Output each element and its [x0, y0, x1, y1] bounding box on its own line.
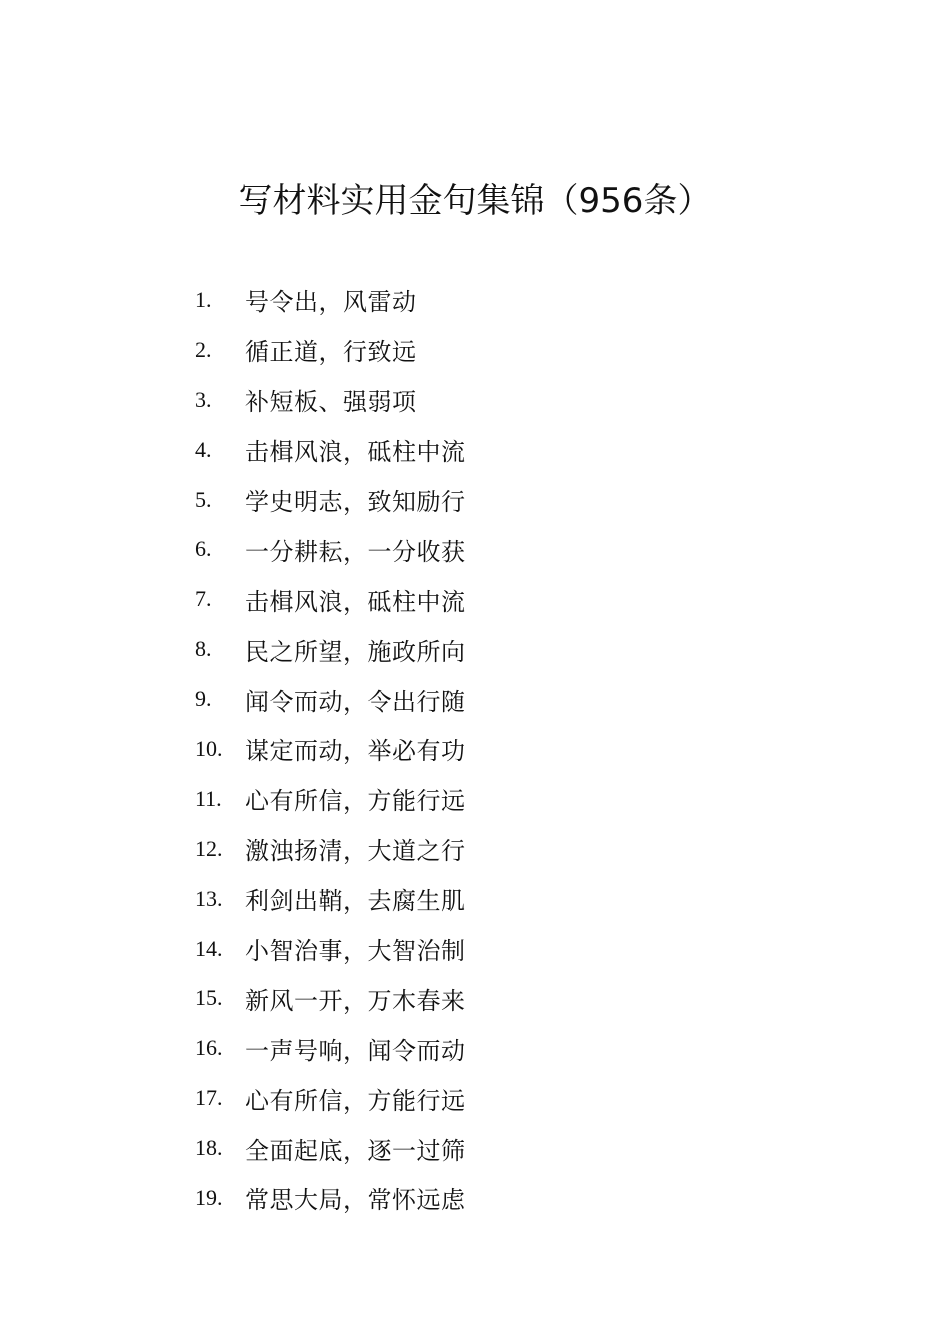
list-item — [195, 774, 466, 824]
item-number: 5. — [195, 486, 212, 512]
item-text: 民之所望，施政所向 — [245, 637, 466, 666]
list-item — [195, 824, 466, 874]
list-item — [195, 325, 466, 375]
item-number: 12. — [195, 835, 223, 861]
item-number: 6. — [195, 536, 212, 562]
item-text: 小智治事，大智治制 — [245, 937, 466, 966]
item-text: 循正道，行致远 — [245, 338, 417, 367]
phrase-list — [195, 275, 466, 1223]
item-number: 15. — [195, 985, 223, 1011]
list-item — [195, 624, 466, 674]
document-title: 写材料实用金句集锦（956条） — [238, 181, 712, 221]
item-text: 击楫风浪，砥柱中流 — [245, 438, 466, 467]
item-text: 补短板、强弱项 — [245, 388, 417, 417]
item-number: 19. — [195, 1184, 223, 1210]
item-number: 11. — [195, 785, 222, 811]
item-number: 18. — [195, 1135, 223, 1161]
list-item — [195, 475, 466, 525]
item-number: 14. — [195, 935, 223, 961]
list-item — [195, 1023, 466, 1073]
item-text: 一声号响，闻令而动 — [245, 1036, 466, 1065]
item-number: 10. — [195, 735, 223, 761]
item-number: 16. — [195, 1035, 223, 1061]
item-number: 17. — [195, 1085, 223, 1111]
item-text: 号令出，风雷动 — [245, 288, 417, 317]
item-text: 全面起底，逐一过筛 — [245, 1136, 466, 1165]
item-number: 3. — [195, 386, 212, 412]
item-text: 谋定而动，举必有功 — [245, 737, 466, 766]
list-item — [195, 1173, 466, 1223]
item-number: 13. — [195, 885, 223, 911]
item-text: 击楫风浪，砥柱中流 — [245, 587, 466, 616]
list-item — [195, 524, 466, 574]
item-number: 1. — [195, 286, 212, 312]
list-item — [195, 1123, 466, 1173]
list-item — [195, 724, 466, 774]
list-item — [195, 375, 466, 425]
list-item — [195, 574, 466, 624]
item-number: 2. — [195, 336, 212, 362]
list-item — [195, 973, 466, 1023]
item-text: 常思大局，常怀远虑 — [245, 1186, 466, 1215]
item-text: 一分耕耘，一分收获 — [245, 537, 466, 566]
list-item — [195, 924, 466, 974]
list-item — [195, 874, 466, 924]
item-text: 新风一开，万木春来 — [245, 986, 466, 1015]
list-item — [195, 1073, 466, 1123]
item-number: 4. — [195, 436, 212, 462]
item-text: 闻令而动，令出行随 — [245, 687, 466, 716]
item-number: 8. — [195, 636, 212, 662]
list-item — [195, 674, 466, 724]
item-text: 学史明志，致知励行 — [245, 488, 466, 516]
item-text: 心有所信，方能行远 — [245, 1086, 466, 1115]
item-number: 7. — [195, 586, 212, 612]
item-text: 激浊扬清，大道之行 — [245, 837, 466, 866]
list-item — [195, 425, 466, 475]
item-number: 9. — [195, 686, 212, 712]
item-text: 心有所信，方能行远 — [245, 787, 466, 816]
list-item — [195, 275, 466, 325]
item-text: 利剑出鞘，去腐生肌 — [245, 887, 466, 916]
